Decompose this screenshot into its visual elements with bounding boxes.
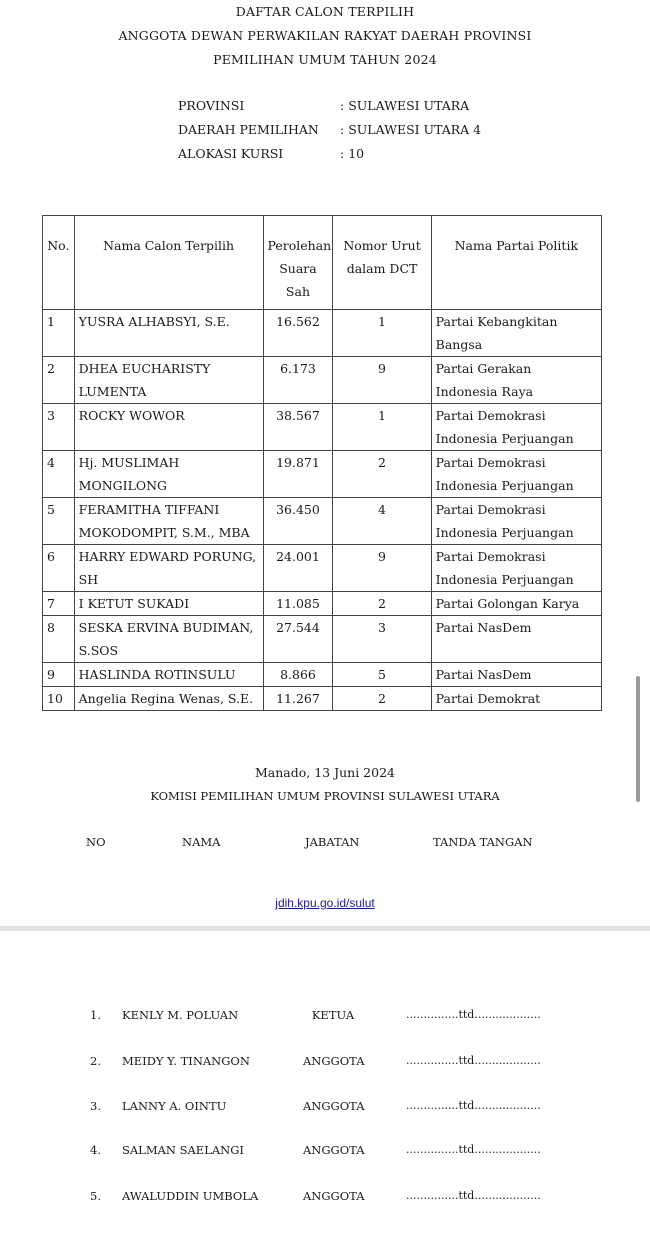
header-nomor: Nomor Urut dalam DCT xyxy=(333,216,431,310)
doc-subtitle: ANGGOTA DEWAN PERWAKILAN RAKYAT DAERAH PROVINSI xyxy=(118,28,532,43)
signatory-no: 5. xyxy=(90,1189,101,1203)
info-value: : 10 xyxy=(340,146,364,161)
signatory-signature: ...............ttd................... xyxy=(406,1189,541,1202)
cell-nomor: 4 xyxy=(333,498,431,545)
signatory-row xyxy=(0,1143,650,1161)
signatory-position: ANGGOTA xyxy=(303,1189,365,1203)
signatory-position: ANGGOTA xyxy=(303,1054,365,1068)
cell-no: 7 xyxy=(43,592,75,616)
header-no: No. xyxy=(43,216,75,310)
cell-party: Partai Kebangkitan Bangsa xyxy=(431,310,601,357)
table-row xyxy=(43,616,602,663)
cell-name: Angelia Regina Wenas, S.E. xyxy=(74,687,263,711)
cell-name: ROCKY WOWOR xyxy=(74,404,263,451)
cell-name: FERAMITHA TIFFANI MOKODOMPIT, S.M., MBA xyxy=(74,498,263,545)
jdih-link[interactable]: jdih.kpu.go.id/sulut xyxy=(275,896,375,910)
cell-votes: 11.085 xyxy=(263,592,333,616)
cell-votes: 38.567 xyxy=(263,404,333,451)
cell-party: Partai Demokrasi Indonesia Perjuangan xyxy=(431,451,601,498)
commission-name: KOMISI PEMILIHAN UMUM PROVINSI SULAWESI UTARA xyxy=(150,789,500,803)
cell-nomor: 9 xyxy=(333,357,431,404)
info-label: PROVINSI xyxy=(178,98,245,113)
scrollbar-thumb[interactable] xyxy=(636,676,640,802)
cell-name: DHEA EUCHARISTY LUMENTA xyxy=(74,357,263,404)
signatory-row xyxy=(0,1189,650,1207)
cell-no: 1 xyxy=(43,310,75,357)
cell-votes: 19.871 xyxy=(263,451,333,498)
cell-nomor: 1 xyxy=(333,404,431,451)
cell-votes: 16.562 xyxy=(263,310,333,357)
cell-name: SESKA ERVINA BUDIMAN, S.SOS xyxy=(74,616,263,663)
cell-nomor: 1 xyxy=(333,310,431,357)
signatory-name: SALMAN SAELANGI xyxy=(122,1143,244,1157)
table-header-row xyxy=(43,216,602,310)
table-row xyxy=(43,545,602,592)
signatory-signature: ...............ttd................... xyxy=(406,1099,541,1112)
page-divider xyxy=(0,926,650,931)
elected-candidates-table xyxy=(42,215,602,711)
signatory-name: AWALUDDIN UMBOLA xyxy=(122,1189,259,1203)
table-row xyxy=(43,404,602,451)
cell-nomor: 2 xyxy=(333,592,431,616)
cell-votes: 11.267 xyxy=(263,687,333,711)
cell-party: Partai Gerakan Indonesia Raya xyxy=(431,357,601,404)
signatory-no: 2. xyxy=(90,1054,101,1068)
place-date: Manado, 13 Juni 2024 xyxy=(254,765,395,780)
sig-header-signature: TANDA TANGAN xyxy=(433,835,533,849)
signatory-row xyxy=(0,1099,650,1117)
header-name: Nama Calon Terpilih xyxy=(74,216,263,310)
doc-title: DAFTAR CALON TERPILIH xyxy=(235,4,415,19)
cell-no: 5 xyxy=(43,498,75,545)
cell-no: 10 xyxy=(43,687,75,711)
table-row xyxy=(43,663,602,687)
signatory-signature: ...............ttd................... xyxy=(406,1143,541,1156)
cell-no: 8 xyxy=(43,616,75,663)
info-value: : SULAWESI UTARA xyxy=(340,98,469,113)
cell-no: 3 xyxy=(43,404,75,451)
cell-nomor: 2 xyxy=(333,451,431,498)
table-row xyxy=(43,592,602,616)
signatory-signature: ...............ttd................... xyxy=(406,1008,541,1021)
cell-name: HASLINDA ROTINSULU xyxy=(74,663,263,687)
sig-header-name: NAMA xyxy=(182,835,221,849)
info-label: DAERAH PEMILIHAN xyxy=(178,122,319,137)
cell-no: 2 xyxy=(43,357,75,404)
signatory-position: ANGGOTA xyxy=(303,1099,365,1113)
cell-party: Partai Demokrasi Indonesia Perjuangan xyxy=(431,545,601,592)
table-row xyxy=(43,498,602,545)
cell-party: Partai Demokrasi Indonesia Perjuangan xyxy=(431,404,601,451)
header-party: Nama Partai Politik xyxy=(431,216,601,310)
signatory-row xyxy=(0,1008,650,1026)
signatory-no: 3. xyxy=(90,1099,101,1113)
cell-no: 4 xyxy=(43,451,75,498)
signatory-position: KETUA xyxy=(311,1008,355,1022)
cell-votes: 8.866 xyxy=(263,663,333,687)
table-row xyxy=(43,310,602,357)
doc-election-year: PEMILIHAN UMUM TAHUN 2024 xyxy=(213,52,437,67)
cell-votes: 24.001 xyxy=(263,545,333,592)
info-label: ALOKASI KURSI xyxy=(178,146,284,161)
cell-votes: 36.450 xyxy=(263,498,333,545)
cell-party: Partai Demokrasi Indonesia Perjuangan xyxy=(431,498,601,545)
table-row xyxy=(43,451,602,498)
signatory-position: ANGGOTA xyxy=(303,1143,365,1157)
cell-no: 9 xyxy=(43,663,75,687)
signatory-no: 4. xyxy=(90,1143,101,1157)
info-value: : SULAWESI UTARA 4 xyxy=(340,122,481,137)
cell-nomor: 5 xyxy=(333,663,431,687)
cell-votes: 6.173 xyxy=(263,357,333,404)
sig-header-no: NO xyxy=(86,835,106,849)
cell-nomor: 9 xyxy=(333,545,431,592)
cell-name: Hj. MUSLIMAH MONGILONG xyxy=(74,451,263,498)
cell-votes: 27.544 xyxy=(263,616,333,663)
signatory-row xyxy=(0,1054,650,1072)
signatory-name: LANNY A. OINTU xyxy=(122,1099,227,1113)
cell-name: I KETUT SUKADI xyxy=(74,592,263,616)
cell-no: 6 xyxy=(43,545,75,592)
cell-party: Partai Golongan Karya xyxy=(431,592,601,616)
signatory-signature: ...............ttd................... xyxy=(406,1054,541,1067)
cell-party: Partai NasDem xyxy=(431,616,601,663)
table-row xyxy=(43,687,602,711)
cell-name: YUSRA ALHABSYI, S.E. xyxy=(74,310,263,357)
signatory-name: KENLY M. POLUAN xyxy=(122,1008,239,1022)
signatory-name: MEIDY Y. TINANGON xyxy=(122,1054,250,1068)
cell-nomor: 2 xyxy=(333,687,431,711)
cell-party: Partai NasDem xyxy=(431,663,601,687)
cell-party: Partai Demokrat xyxy=(431,687,601,711)
cell-nomor: 3 xyxy=(333,616,431,663)
sig-header-position: JABATAN xyxy=(305,835,360,849)
cell-name: HARRY EDWARD PORUNG, SH xyxy=(74,545,263,592)
table-row xyxy=(43,357,602,404)
header-votes: Perolehan Suara Sah xyxy=(263,216,333,310)
signatory-no: 1. xyxy=(90,1008,101,1022)
